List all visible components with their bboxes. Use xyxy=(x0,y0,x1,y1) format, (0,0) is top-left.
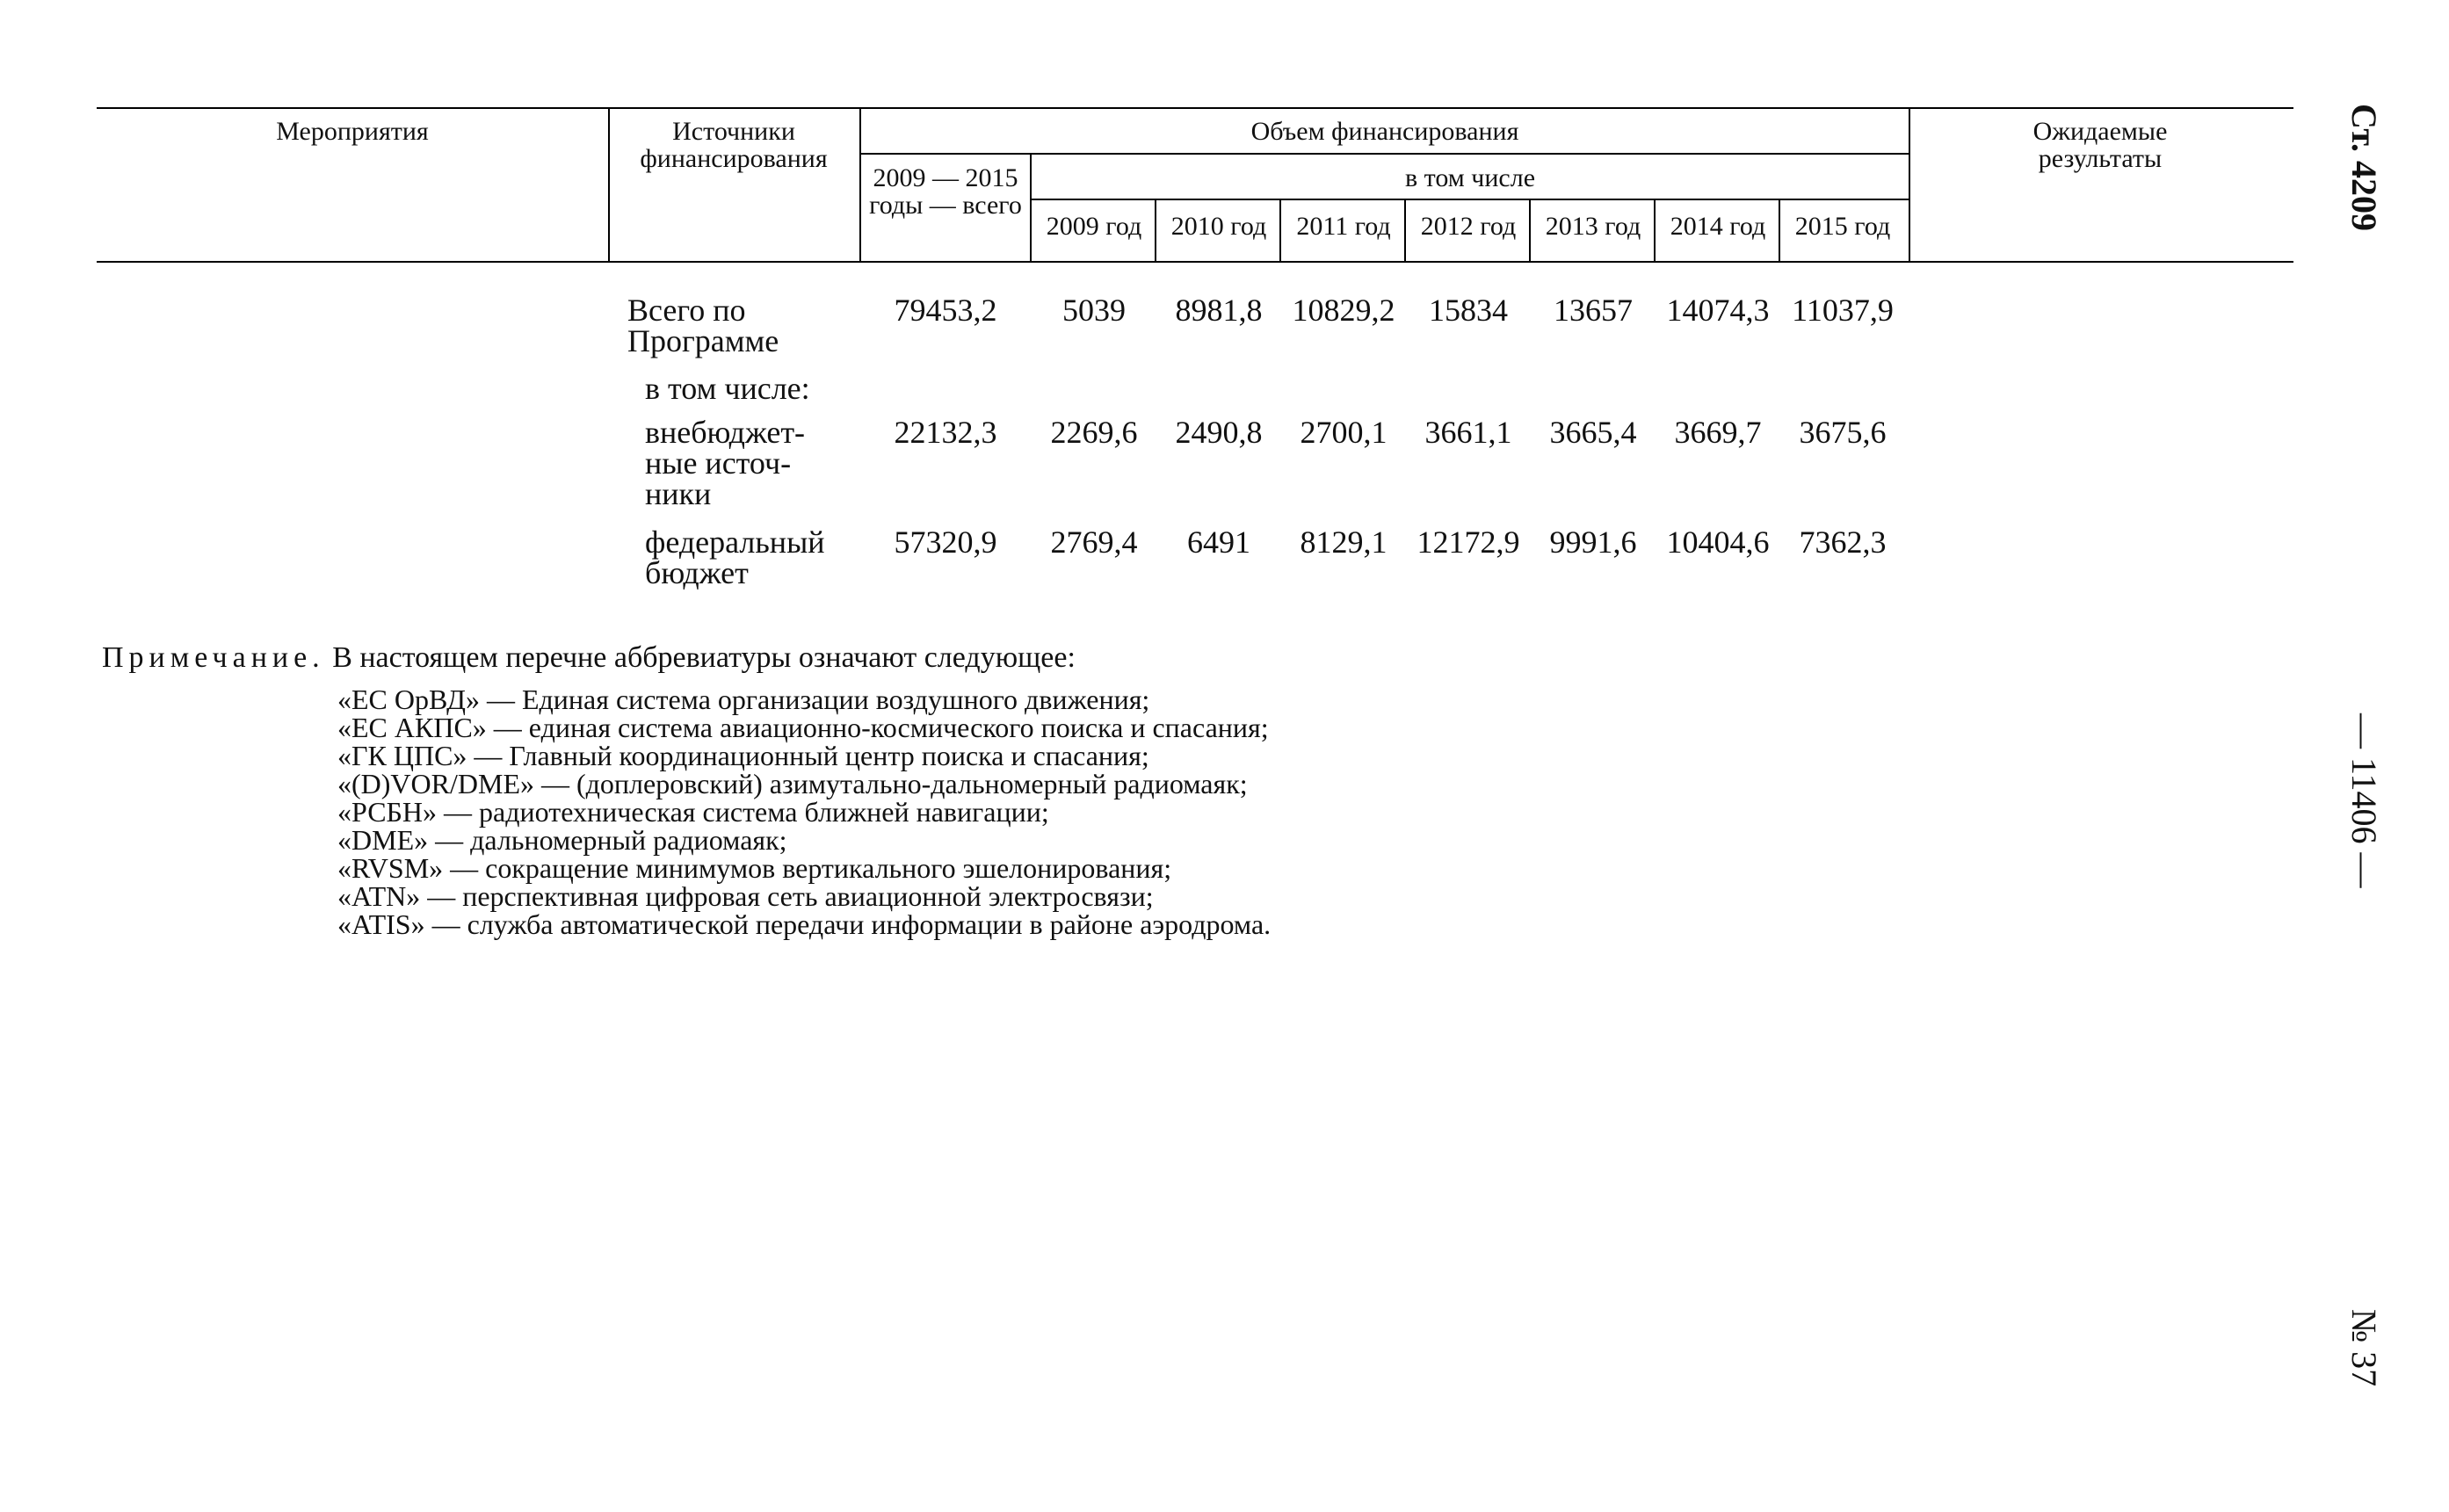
table-cell: 9991,6 xyxy=(1549,524,1637,560)
table-cell: 2700,1 xyxy=(1300,415,1388,450)
table-cell: 12172,9 xyxy=(1417,524,1520,560)
document-number: — 11406 — xyxy=(2344,713,2384,888)
year-header: 2012 год xyxy=(1420,212,1517,241)
col-divider-1 xyxy=(608,107,610,263)
table-cell: 6491 xyxy=(1187,524,1250,560)
table-cell: 11037,9 xyxy=(1792,293,1894,328)
year-header: 2015 год xyxy=(1794,212,1891,241)
table-cell: 14074,3 xyxy=(1666,293,1770,328)
header-total-period: 2009 — 2015 годы — всего xyxy=(869,163,1022,220)
table-cell: 8981,8 xyxy=(1175,293,1263,328)
list-item: «ГК ЦПС» — Главный координационный центр поиска и спасания; xyxy=(337,740,1149,771)
year-header: 2010 год xyxy=(1170,212,1267,241)
row-label-including: в том числе: xyxy=(645,371,810,406)
list-item: «ЕС АКПС» — единая система авиационно-космического поиска и спасания; xyxy=(337,712,1269,743)
row-label-federal: федеральный бюджет xyxy=(645,524,825,590)
abbreviation-list xyxy=(337,685,1271,938)
table-cell: 3661,1 xyxy=(1424,415,1512,450)
header-expected: Ожидаемые результаты xyxy=(2032,117,2168,173)
row-label-offbudget: внебюджет- ные источ- ники xyxy=(645,415,806,511)
year-header: 2011 год xyxy=(1296,212,1391,241)
table-cell: 2769,4 xyxy=(1050,524,1138,560)
year-header: 2013 год xyxy=(1545,212,1641,241)
table-cell: 10404,6 xyxy=(1666,524,1770,560)
year-header: 2014 год xyxy=(1670,212,1766,241)
table-cell: 8129,1 xyxy=(1300,524,1388,560)
list-item: «РСБН» — радиотехническая система ближней навигации; xyxy=(337,796,1049,828)
list-item: «(D)VOR/DME» — (доплеровский) азимутально-дальномерный радиомаяк; xyxy=(337,768,1248,799)
note-label: Примечание. xyxy=(102,641,325,674)
header-including: в том числе xyxy=(1404,163,1536,192)
volume-divider-rule xyxy=(859,153,1910,155)
table-cell: 3675,6 xyxy=(1799,415,1887,450)
table-cell-total: 57320,9 xyxy=(894,524,997,560)
table-cell: 7362,3 xyxy=(1799,524,1887,560)
issue-number: № 37 xyxy=(2344,1309,2384,1387)
col-divider-3 xyxy=(1909,107,1910,263)
table-cell-total: 22132,3 xyxy=(894,415,997,450)
note-heading xyxy=(102,643,1076,673)
table-cell-total: 79453,2 xyxy=(894,293,997,328)
table-cell: 3669,7 xyxy=(1674,415,1762,450)
list-item: «ATN» — перспективная цифровая сеть авиационной электросвязи; xyxy=(337,880,1154,912)
table-header-bottom-rule xyxy=(97,261,2293,263)
table-cell: 2269,6 xyxy=(1050,415,1138,450)
page-number: Ст. 4209 xyxy=(2344,104,2384,231)
table-top-rule xyxy=(97,107,2293,109)
list-item: «ЕС ОрВД» — Единая система организации воздушного движения; xyxy=(337,684,1150,715)
list-item: «ATIS» — служба автоматической передачи информации в районе аэродрома. xyxy=(337,908,1272,940)
table-cell: 15834 xyxy=(1429,293,1508,328)
table-cell: 10829,2 xyxy=(1292,293,1395,328)
table-cell: 3665,4 xyxy=(1549,415,1637,450)
row-label-total: Всего по Программе xyxy=(627,293,779,358)
table-cell: 13657 xyxy=(1554,293,1633,328)
header-sources: Источники финансирования xyxy=(640,117,828,173)
list-item: «DME» — дальномерный радиомаяк; xyxy=(337,824,787,856)
header-volume: Объем финансирования xyxy=(1250,117,1519,146)
header-measures: Мероприятия xyxy=(276,117,429,146)
table-cell: 5039 xyxy=(1062,293,1126,328)
year-header: 2009 год xyxy=(1046,212,1142,241)
note-intro: В настоящем перечне аббревиатуры означают следующее: xyxy=(332,641,1076,674)
list-item: «RVSM» — сокращение минимумов вертикального эшелонирования; xyxy=(337,852,1172,884)
table-cell: 2490,8 xyxy=(1175,415,1263,450)
